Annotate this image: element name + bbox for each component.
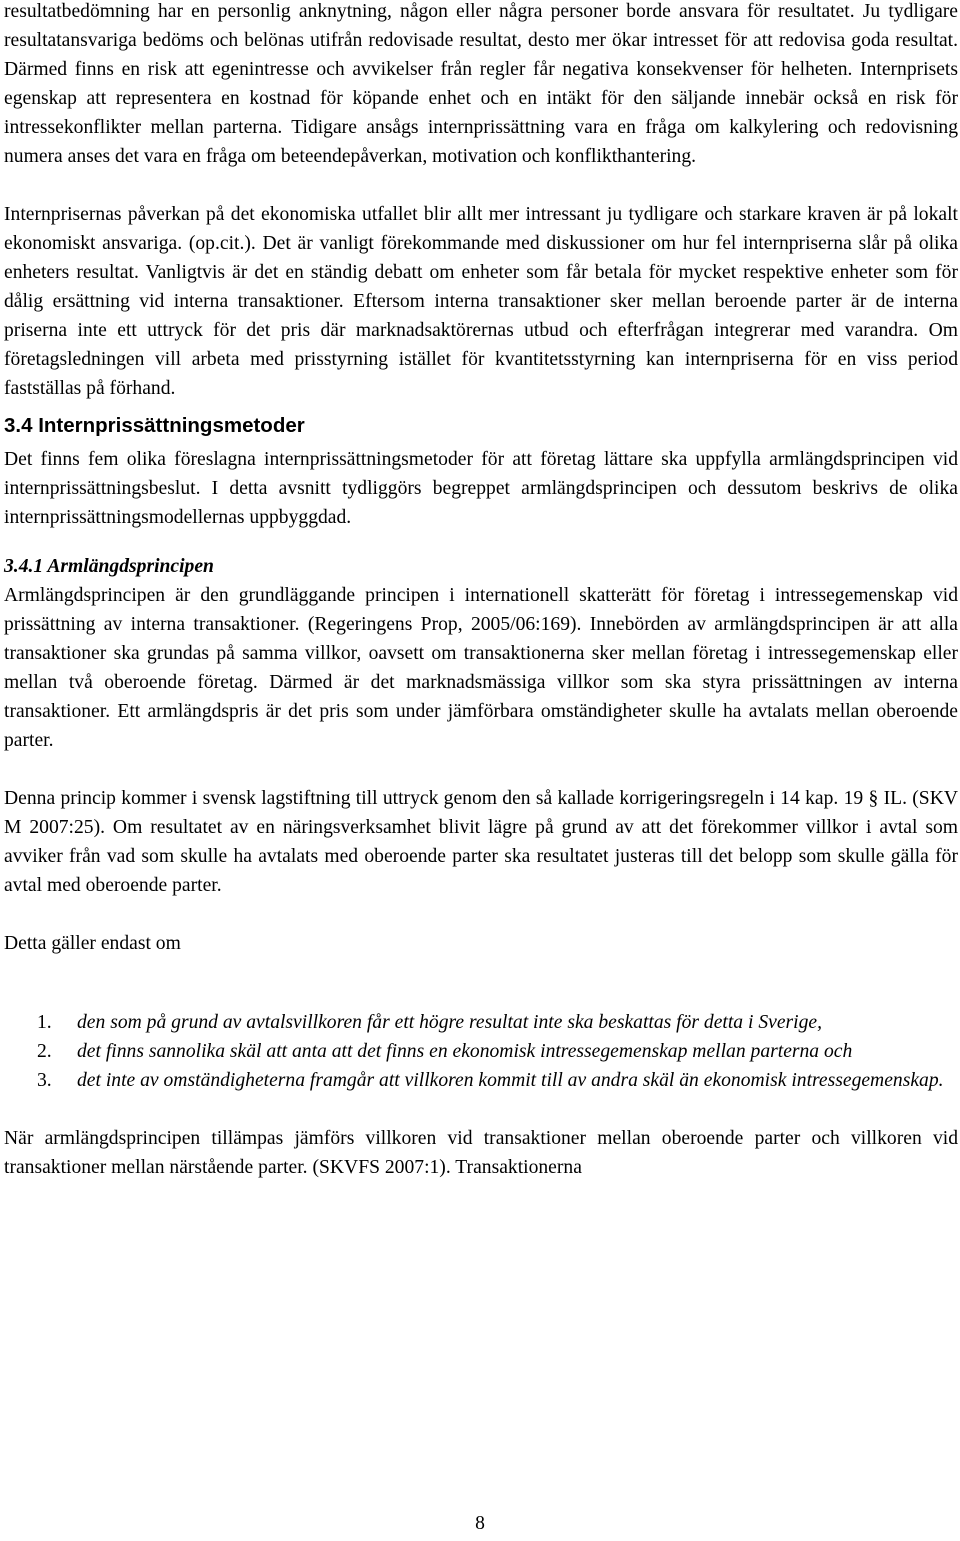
condition-list [4, 1008, 958, 1095]
list-item-text: den som på grund av avtalsvillkoren får ett högre resultat inte ska beskattas för detta i Sverige, [77, 1012, 822, 1033]
list-item-text: det finns sannolika skäl att anta att det finns en ekonomisk intressegemenskap mellan parterna och [77, 1041, 853, 1062]
list-item-text: det inte av omständigheterna framgår att villkoren kommit till av andra skäl än ekonomisk intressegemenskap. [77, 1070, 944, 1091]
list-item-number: 2. [37, 1041, 52, 1062]
list-item-number: 3. [37, 1070, 52, 1091]
paragraph-metoder-intro: Det finns fem olika föreslagna internprissättningsmetoder för att företag lättare ska uppfylla armlängdsprincipen vid internprissättningsbeslut. I detta avsnitt tydliggörs begreppet armlängdsprincipen och dessutom beskrivs de olika internprissättningsmodellernas uppbyggdad. [4, 449, 958, 528]
list-item [4, 1008, 958, 1037]
paragraph-gap [4, 958, 958, 987]
list-item [4, 1066, 958, 1095]
section-heading: 3.4 Internprissättningsmetoder [4, 414, 305, 437]
paragraph-gap [4, 755, 958, 784]
page-number: 8 [475, 1513, 485, 1534]
subsection-heading: 3.4.1 Armlängdsprincipen [4, 556, 214, 577]
document-page [4, 0, 958, 1182]
paragraph-armlangdsprincipen: Armlängdsprincipen är den grundläggande principen i internationell skatterätt för företag i intressegemenskap vid prissättning av interna transaktioner. (Regeringens Prop, 2005/06:169). Innebörden av armlängdsprincipen är att alla transaktioner ska grundas på samma villkor, oavsett om transaktionerna sker mellan företag i intressegemenskap eller mellan två oberoende företag. Därmed är det marknadsmässiga villkor som ska styra prissättningen av interna transaktioner. Ett armlängdspris är det pris som under jämförbara omständigheter skulle ha avtalats mellan oberoende parter. [4, 585, 958, 751]
paragraph-resultatbedomning: resultatbedömning har en personlig anknytning, någon eller några personer borde ansvara för resultatet. Ju tydligare resultatansvariga bedöms och belönas utifrån redovisade resultat, desto mer ökar intresset för att redovisa goda resultat. Därmed finns en risk att egenintresse och avvikelser från regler får negativa konsekvenser för helheten. Internprisets egenskap att representera en kostnad för köpande enhet och en intäkt för den säljande innebär också en risk för intressekonflikter mellan parterna. Tidigare ansågs internprissättning vara en fråga om kalkylering och redovisning numera anses det vara en fråga om beteendepåverkan, motivation och konflikthantering. [4, 1, 958, 167]
paragraph-internprisernas-paverkan: Internprisernas påverkan på det ekonomiska utfallet blir allt mer intressant ju tydligare och starkare kraven är på lokalt ekonomiskt ansvariga. (op.cit.). Det är vanligt förekommande med diskussioner om hur fel internpriserna slår på olika enheters resultat. Vanligtvis är det en ständig debatt om enheter som får betala för mycket respektive enheter som för dålig ersättning vid interna transaktioner. Eftersom interna transaktioner sker mellan beroende parter är de interna priserna inte ett uttryck för det pris där marknadsaktörernas utbud och efterfrågan integrerar med varandra. Om företagsledningen vill arbeta med prisstyrning istället för kvantitetsstyrning kan internpriserna för en viss period fastställas på förhand. [4, 204, 958, 399]
list-item-number: 1. [37, 1012, 52, 1033]
list-gap [4, 987, 958, 1008]
paragraph-gap [4, 1095, 958, 1124]
paragraph-gap [4, 171, 958, 200]
paragraph-nar-armlangdsprincipen: När armlängdsprincipen tillämpas jämförs villkoren vid transaktioner mellan oberoende parter och villkoren vid transaktioner mellan närstående parter. (SKVFS 2007:1). Transaktionerna [4, 1128, 958, 1178]
paragraph-gap [4, 900, 958, 929]
paragraph-detta-galler: Detta gäller endast om [4, 933, 181, 954]
list-item [4, 1037, 958, 1066]
paragraph-korrigeringsregeln: Denna princip kommer i svensk lagstiftning till uttryck genom den så kallade korrigeringsregeln i 14 kap. 19 § IL. (SKV M 2007:25). Om resultatet av en näringsverksamhet blivit lägre på grund av att det förekommer villkor i avtal som avviker från vad som skulle ha avtalats med oberoende parter ska resultatet justeras till det belopp som skulle gälla för avtal med oberoende parter. [4, 788, 958, 896]
